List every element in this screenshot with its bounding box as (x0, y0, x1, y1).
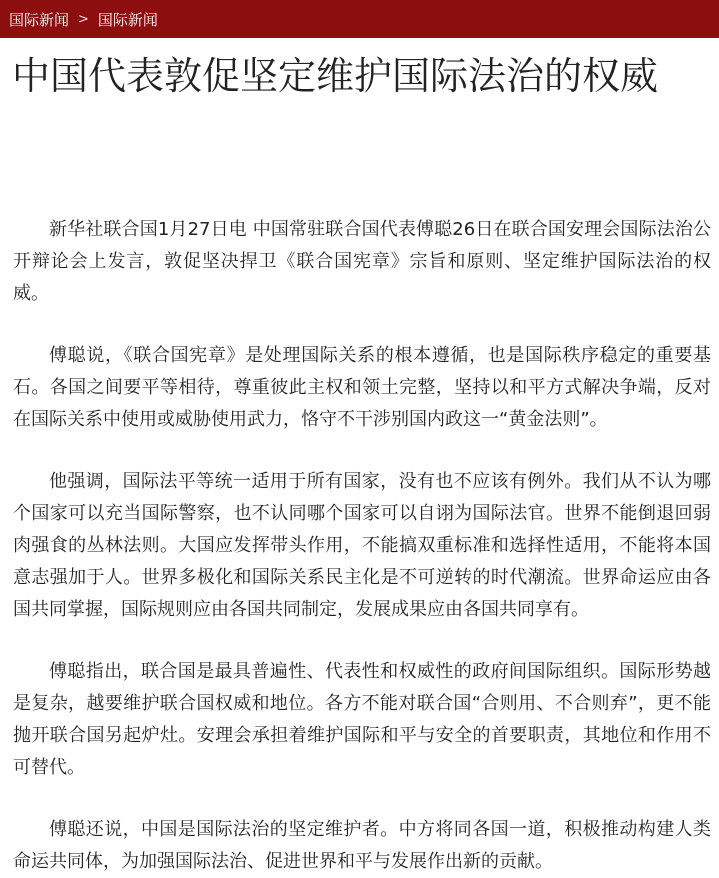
breadcrumb-separator: > (78, 11, 89, 27)
article-body (0, 214, 719, 878)
article-paragraph: 他强调，国际法平等统一适用于所有国家，没有也不应该有例外。我们从不认为哪个国家可以充当国际警察，也不认同哪个国家可以自诩为国际法官。世界不能倒退回弱肉强食的丛林法则。大国应发挥带头作用，不能搞双重标准和选择性适用，不能将本国意志强加于人。世界多极化和国际关系民主化是不可逆转的时代潮流。世界命运应由各国共同掌握，国际规则应由各国共同制定，发展成果应由各国共同享有。 (13, 471, 711, 620)
article-paragraph: 傅聪说，《联合国宪章》是处理国际关系的根本遵循，也是国际秩序稳定的重要基石。各国之间要平等相待，尊重彼此主权和领土完整，坚持以和平方式解决争端，反对在国际关系中使用或威胁使用武力，恪守不干涉别国内政这一“黄金法则”。 (13, 345, 711, 430)
breadcrumb-link-international-news-current[interactable]: 国际新闻 (97, 10, 158, 29)
breadcrumb-link-international-news[interactable]: 国际新闻 (9, 10, 70, 29)
article-paragraph: 傅聪还说，中国是国际法治的坚定维护者。中方将同各国一道，积极推动构建人类命运共同体，为加强国际法治、促进世界和平与发展作出新的贡献。 (13, 819, 711, 872)
breadcrumb (0, 0, 719, 38)
page-title: 中国代表敦促坚定维护国际法治的权威 (12, 54, 659, 98)
article-paragraph: 傅聪指出，联合国是最具普遍性、代表性和权威性的政府间国际组织。国际形势越是复杂，越要维护联合国权威和地位。各方不能对联合国“合则用、不合则弃”，更不能抛开联合国另起炉灶。安理会承担着维护国际和平与安全的首要职责，其地位和作用不可替代。 (13, 661, 711, 778)
article-paragraph: 新华社联合国1月27日电 中国常驻联合国代表傅聪26日在联合国安理会国际法治公开辩论会上发言，敦促坚决捍卫《联合国宪章》宗旨和原则、坚定维护国际法治的权威。 (13, 219, 711, 304)
